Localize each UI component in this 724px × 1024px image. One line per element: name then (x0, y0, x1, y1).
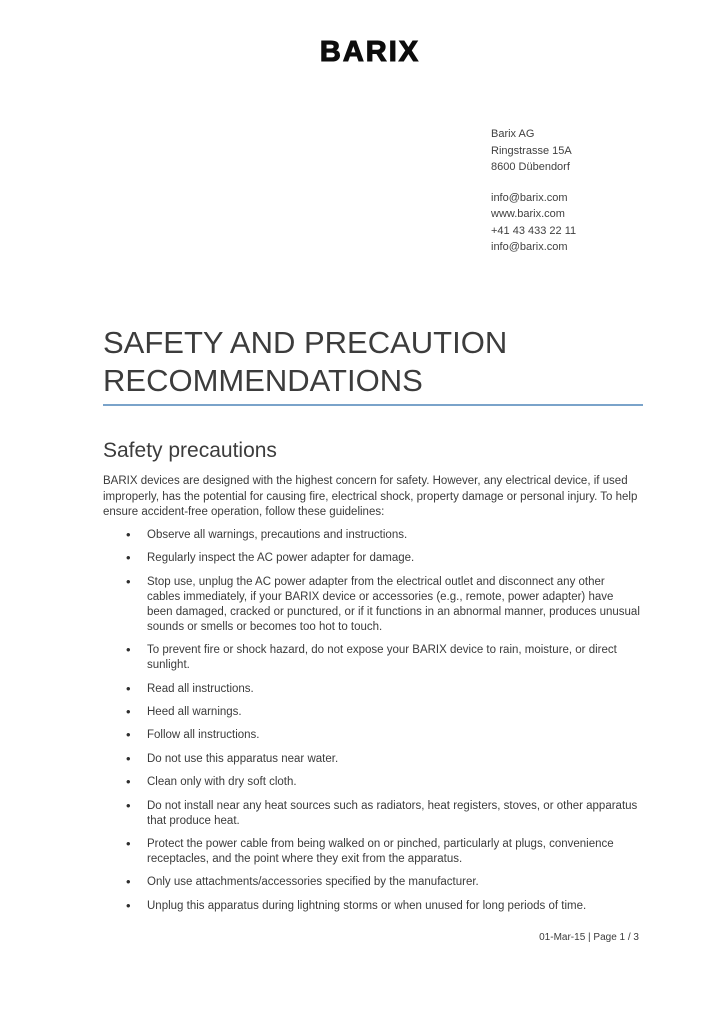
document-title: SAFETY AND PRECAUTION RECOMMENDATIONS (103, 324, 643, 406)
bullet-text: Protect the power cable from being walked on or pinched, particularly at plugs, convenience receptacles, and the point where they exit from the apparatus. (147, 837, 614, 865)
bullet-item (103, 705, 641, 720)
contact-company: Barix AG (491, 128, 535, 140)
bullet-text: Follow all instructions. (147, 729, 260, 742)
bullet-text: Only use attachments/accessories specified by the manufacturer. (147, 876, 479, 889)
bullet-item (103, 799, 641, 829)
bullet-text: Read all instructions. (147, 682, 254, 695)
bullet-item (103, 643, 641, 673)
contact-email: info@barix.com (491, 191, 568, 204)
section-heading: Safety precautions (103, 439, 277, 462)
bullet-item (103, 752, 641, 767)
contact-city: 8600 Dübendorf (491, 161, 570, 173)
bullet-item (103, 875, 641, 890)
bullet-text: Observe all warnings, precautions and instructions. (147, 529, 408, 541)
contact-spacer (491, 176, 576, 190)
bullet-text: Do not use this apparatus near water. (147, 752, 339, 765)
bullet-text: Unplug this apparatus during lightning storms or when unused for long periods of time. (147, 899, 587, 912)
bullet-item (103, 728, 641, 743)
footer-text: 01-Mar-15 | Page 1 / 3 (539, 932, 639, 943)
contact-email-2: info@barix.com (491, 241, 568, 253)
bullet-text: Regularly inspect the AC power adapter for damage. (147, 552, 415, 565)
intro-paragraph: BARIX devices are designed with the highest concern for safety. However, any electrical device, if used improperly, has the potential for causing fire, electrical shock, property damage or personal injury. To help ensure accident-free operation, follow these guidelines: (103, 475, 638, 518)
bullet-text: To prevent fire or shock hazard, do not expose your BARIX device to rain, moisture, or direct sunlight. (147, 644, 617, 672)
bullet-item (103, 528, 641, 543)
bullet-item (103, 775, 641, 790)
barix-logo: BARIX (319, 36, 421, 68)
bullet-text: Heed all warnings. (147, 705, 242, 718)
contact-street: Ringstrasse 15A (491, 144, 572, 157)
bullet-item (103, 899, 641, 914)
bullet-text: Clean only with dry soft cloth. (147, 776, 297, 789)
bullet-list (103, 528, 641, 922)
page-footer (103, 932, 639, 943)
bullet-item (103, 682, 641, 697)
bullet-text: Do not install near any heat sources such as radiators, heat registers, stoves, or other apparatus that produce heat. (147, 799, 638, 827)
contact-phone: +41 43 433 22 11 (491, 224, 577, 237)
bullet-item (103, 551, 641, 566)
bullet-item (103, 575, 641, 635)
contact-website: www.barix.com (491, 208, 565, 220)
contact-block (491, 126, 576, 256)
bullet-text: Stop use, unplug the AC power adapter from the electrical outlet and disconnect any other cables immediately, if your BARIX device or accessories (e.g., remote, power adapter) have been damaged, cracked or punctured, or if it functions in an abnormal manner, produces unusual sounds or smells or becomes too hot to touch. (147, 575, 640, 633)
bullet-item (103, 837, 641, 867)
